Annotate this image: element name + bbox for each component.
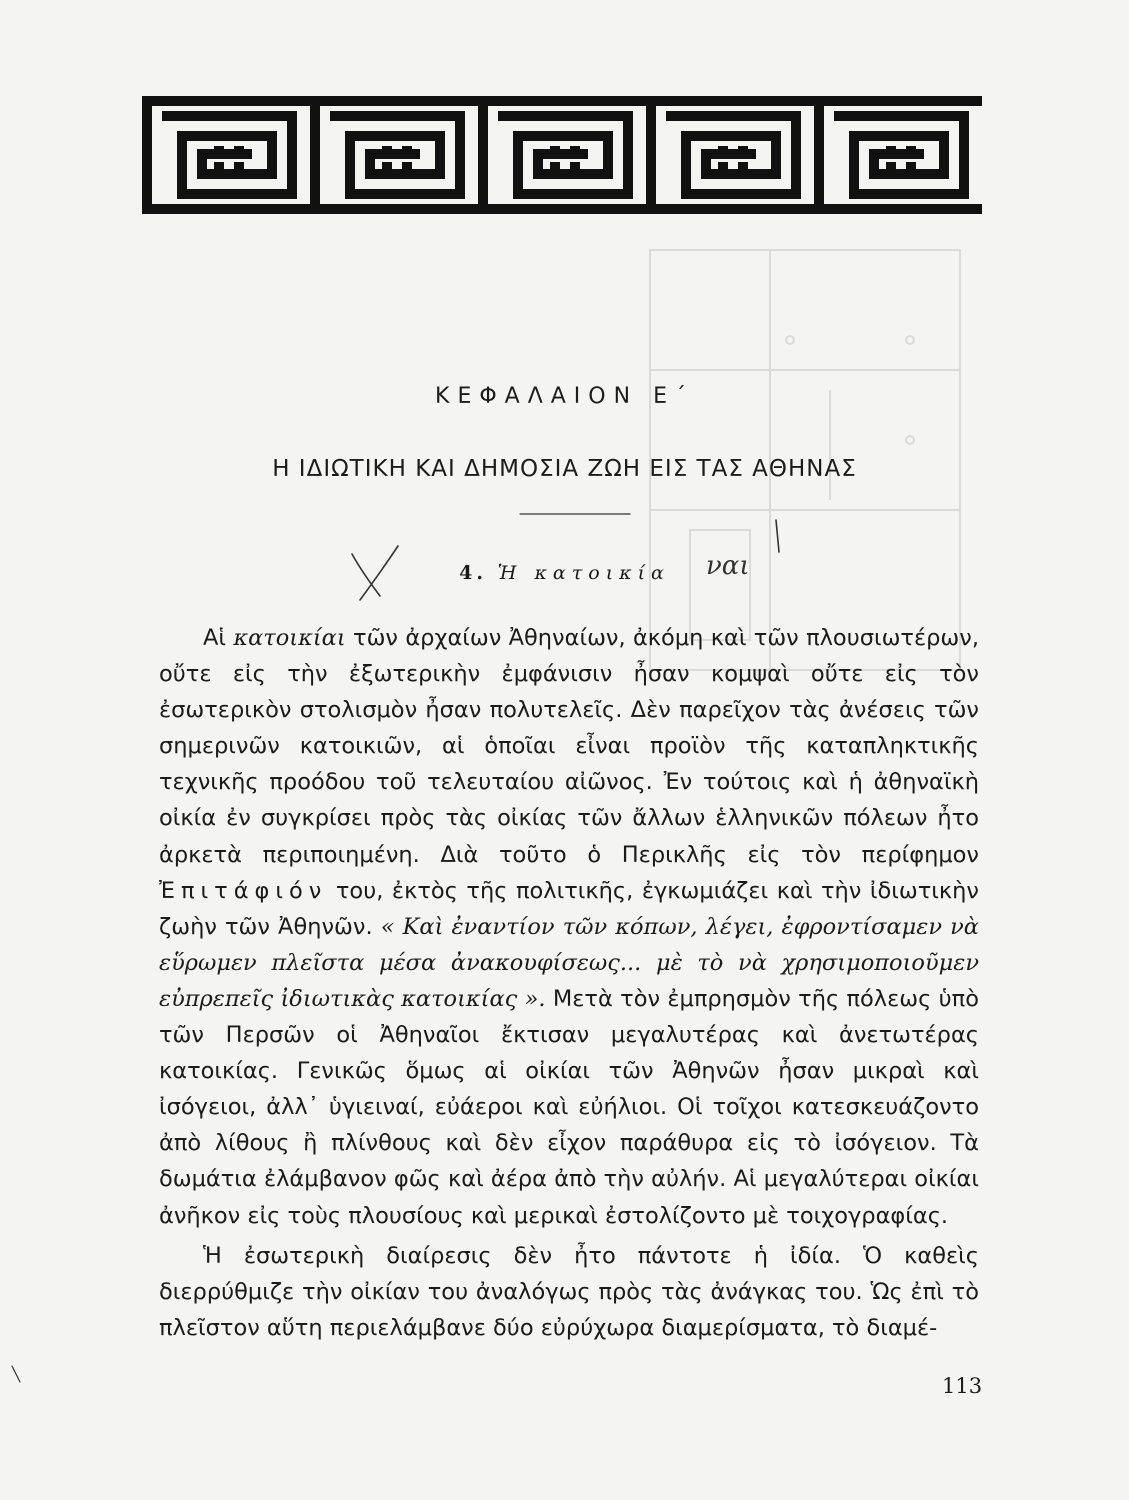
greek-key-border-ornament — [142, 96, 982, 214]
text-segment: Ἡ ἐσωτερικὴ διαίρεσις δὲν ἦτο πάντοτε ἡ ἰδία. Ὁ καθεὶς διερρύθμιζε τὴν οἰκίαν του ἀναλόγως πρὸς τὰς ἀνάγκας του. Ὡς ἐπὶ τὸ πλεῖστον αὕτη περιελάμβανε δύο εὐρύχωρα διαμερίσματα, τὸ διαμέ- — [159, 1242, 979, 1341]
paragraph — [159, 1238, 979, 1346]
chapter-label: ΚΕΦΑΛΑΙΟΝ Ε΄ — [435, 384, 694, 409]
spaced-emphasis-text: Ἐπιτάφιόν — [159, 877, 328, 904]
page-number: 113 — [942, 1374, 983, 1398]
paragraph — [159, 620, 979, 1234]
section-heading — [0, 562, 1129, 584]
pencil-stroke — [776, 520, 779, 552]
text-segment: του, ἐκτὸς τῆς πολιτικῆς, ἐγκωμιάζει καὶ τὴν ἰδιωτικὴν ζωὴν τῶν Ἀθηνῶν. — [159, 877, 979, 940]
text-segment: Αἱ — [203, 625, 234, 651]
body-text — [159, 620, 979, 1346]
text-segment: τῶν ἀρχαίων Ἀθηναίων, ἀκόμη καὶ τῶν πλουσιωτέρων, οὔτε εἰς τὴν ἐξωτερικὴν ἐμφάνισιν ἦσαν κομψαὶ οὔτε εἰς τὸν ἐσωτερικὸν στολισμὸν ἦσαν πολυτελεῖς. Δὲν παρεῖχον τὰς ἀνέσεις τῶν σημερινῶν κατοικιῶν, αἱ ὁποῖαι εἶναι προϊὸν τῆς καταπληκτικῆς τεχνικῆς προόδου τοῦ τελευταίου αἰῶνος. Ἐν τούτοις καὶ ἡ ἀθηναϊκὴ οἰκία ἐν συγκρίσει πρὸς τὰς οἰκίας τῶν ἄλλων ἑλληνικῶν πόλεων ἦτο ἀρκετὰ περιποιημένη. Διὰ τοῦτο ὁ Περικλῆς εἰς τὸν περίφημον — [159, 625, 979, 868]
handwritten-note: ναι — [706, 551, 750, 581]
section-title: Ἡ κατοικία — [497, 562, 670, 584]
chapter-title: Η ΙΔΙΩΤΙΚΗ ΚΑΙ ΔΗΜΟΣΙΑ ΖΩΗ ΕΙΣ ΤΑΣ ΑΘΗΝΑΣ — [272, 456, 857, 482]
quotation-text: « Καὶ ἐναντίον τῶν κόπων, λέγει, ἐφροντίσαμεν νὰ εὕρωμεν πλεῖστα μέσα ἀνακουφίσεως... μὲ τὸ νὰ χρησιμοποιοῦμεν εὐπρεπεῖς ἰδιωτικὰς κατοικίας ». — [159, 913, 979, 1012]
pencil-stroke — [12, 1366, 20, 1382]
text-segment: Μετὰ τὸν ἐμπρησμὸν τῆς πόλεως ὑπὸ τῶν Περσῶν οἱ Ἀθηναῖοι ἔκτισαν μεγαλυτέρας καὶ ἀνετωτέρας κατοικίας. Γενικῶς ὅμως αἱ οἰκίαι τῶν Ἀθηνῶν ἦσαν μικραὶ καὶ ἰσόγειοι, ἀλλ᾽ ὑγιειναί, εὐάεροι καὶ εὐήλιοι. Οἱ τοῖχοι κατεσκευάζοντο ἀπὸ λίθους ἢ πλίνθους καὶ δὲν εἶχον παράθυρα εἰς τὸ ἰσόγειον. Τὰ δωμάτια ἐλάμβανον φῶς καὶ ἀέρα ἀπὸ τὴν αὐλήν. Αἱ μεγαλύτεραι οἰκίαι ἀνῆκον εἰς τοὺς πλουσίους καὶ μερικαὶ ἐστολίζοντο μὲ τοιχογραφίας. — [159, 985, 979, 1229]
emphasis-text: κατοικίαι — [233, 625, 346, 651]
section-number: 4. — [459, 562, 487, 584]
